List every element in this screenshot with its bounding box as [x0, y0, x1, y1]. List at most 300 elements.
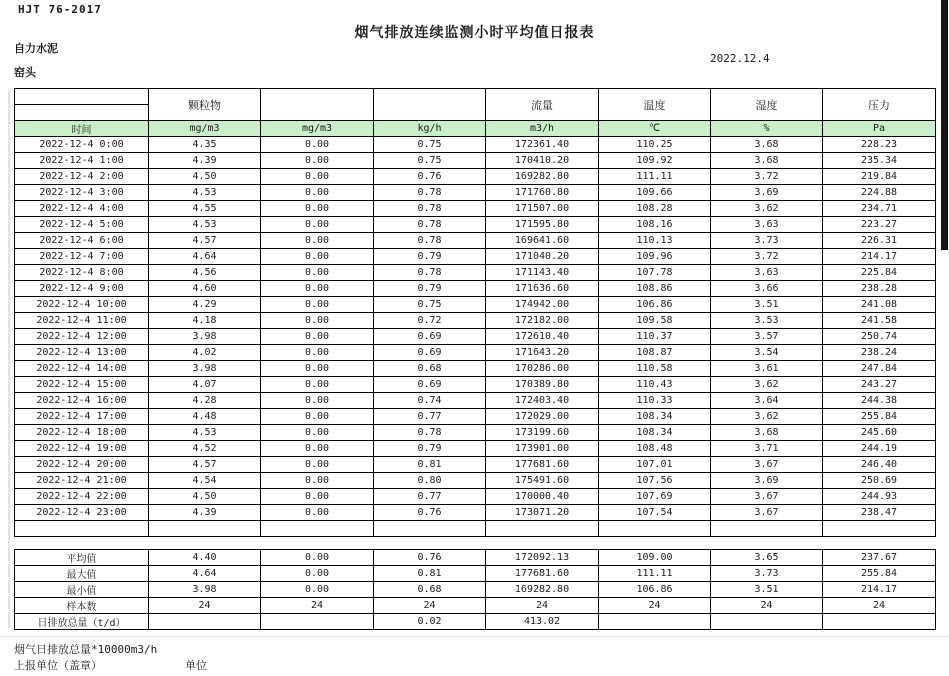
value-cell: 4.48 [149, 409, 261, 425]
time-cell: 2022-12-4 9:00 [15, 281, 149, 297]
value-cell: 0.00 [261, 281, 374, 297]
value-cell: 4.55 [149, 201, 261, 217]
value-cell: 3.63 [711, 217, 823, 233]
value-cell: 3.69 [711, 473, 823, 489]
value-cell: 3.98 [149, 329, 261, 345]
value-cell: 0.00 [261, 425, 374, 441]
value-cell: 238.28 [823, 281, 936, 297]
value-cell: 3.66 [711, 281, 823, 297]
summary-row [15, 550, 936, 566]
value-cell: 4.50 [149, 489, 261, 505]
value-cell: 0.78 [374, 201, 486, 217]
value-cell: 0.69 [374, 329, 486, 345]
value-cell: 0.76 [374, 550, 486, 566]
table-row [15, 249, 936, 265]
report-unit-label: 上报单位（盖章） [14, 659, 102, 672]
time-cell: 2022-12-4 12:00 [15, 329, 149, 345]
table-row [15, 505, 936, 521]
monitoring-table [14, 88, 936, 537]
value-cell: 0.00 [261, 566, 374, 582]
value-cell: 108.34 [599, 409, 711, 425]
value-cell: 170286.00 [486, 361, 599, 377]
value-cell: 106.86 [599, 582, 711, 598]
value-cell: 223.27 [823, 217, 936, 233]
value-cell: 177681.60 [486, 457, 599, 473]
value-cell: 3.62 [711, 201, 823, 217]
value-cell: 111.11 [599, 566, 711, 582]
value-cell [149, 521, 261, 537]
value-cell: 245.60 [823, 425, 936, 441]
table-row [15, 457, 936, 473]
value-cell: 4.56 [149, 265, 261, 281]
value-cell: 246.40 [823, 457, 936, 473]
value-cell: 171143.40 [486, 265, 599, 281]
table-row [15, 217, 936, 233]
value-cell: 0.00 [261, 201, 374, 217]
value-cell: 0.69 [374, 377, 486, 393]
value-cell [261, 614, 374, 630]
summary-row [15, 582, 936, 598]
value-cell: 173901.00 [486, 441, 599, 457]
value-cell: 0.00 [261, 297, 374, 313]
company-name: 自力水泥 [14, 42, 58, 55]
report-date: 2022.12.4 [710, 52, 770, 65]
time-cell: 2022-12-4 7:00 [15, 249, 149, 265]
value-cell: 3.57 [711, 329, 823, 345]
table-row [15, 489, 936, 505]
value-cell: 170410.20 [486, 153, 599, 169]
corner-cell-top [15, 89, 149, 105]
value-cell: 0.00 [261, 409, 374, 425]
unit-mgm3-1: mg/m3 [149, 121, 261, 137]
value-cell: 0.00 [261, 582, 374, 598]
bottom-edge-shadow [0, 636, 949, 637]
value-cell: 3.68 [711, 425, 823, 441]
unit-kgh: kg/h [374, 121, 486, 137]
unit-m3h: m3/h [486, 121, 599, 137]
daily-total-note: 烟气日排放总量*10000m3/h [14, 643, 158, 656]
value-cell: 226.31 [823, 233, 936, 249]
value-cell: 24 [149, 598, 261, 614]
value-cell: 4.50 [149, 169, 261, 185]
time-cell: 2022-12-4 8:00 [15, 265, 149, 281]
value-cell: 4.64 [149, 249, 261, 265]
value-cell: 4.57 [149, 457, 261, 473]
summary-row [15, 614, 936, 630]
value-cell: 107.56 [599, 473, 711, 489]
value-cell: 4.39 [149, 153, 261, 169]
summary-label-cell: 日排放总量（t/d） [15, 614, 149, 630]
value-cell: 4.40 [149, 550, 261, 566]
time-header: 时间 [15, 121, 149, 137]
value-cell: 3.51 [711, 582, 823, 598]
value-cell: 169282.80 [486, 169, 599, 185]
value-cell: 108.87 [599, 345, 711, 361]
time-cell: 2022-12-4 20:00 [15, 457, 149, 473]
value-cell: 3.67 [711, 489, 823, 505]
table-row [15, 297, 936, 313]
value-cell: 238.47 [823, 505, 936, 521]
value-cell: 0.76 [374, 169, 486, 185]
value-cell: 0.79 [374, 281, 486, 297]
value-cell: 109.58 [599, 313, 711, 329]
table-row [15, 265, 936, 281]
value-cell: 0.00 [261, 441, 374, 457]
value-cell: 3.65 [711, 550, 823, 566]
value-cell [486, 521, 599, 537]
value-cell: 0.68 [374, 582, 486, 598]
summary-label-cell: 最大值 [15, 566, 149, 582]
table-row [15, 233, 936, 249]
value-cell: 4.39 [149, 505, 261, 521]
summary-rows [15, 550, 936, 630]
value-cell: 109.96 [599, 249, 711, 265]
value-cell: 244.19 [823, 441, 936, 457]
value-cell: 0.76 [374, 505, 486, 521]
value-cell: 241.08 [823, 297, 936, 313]
value-cell: 3.71 [711, 441, 823, 457]
unit-label: 单位 [185, 659, 207, 672]
value-cell: 111.11 [599, 169, 711, 185]
value-cell: 225.84 [823, 265, 936, 281]
time-cell: 2022-12-4 10:00 [15, 297, 149, 313]
value-cell: 108.34 [599, 425, 711, 441]
table-row [15, 473, 936, 489]
value-cell: 241.58 [823, 313, 936, 329]
value-cell: 0.75 [374, 137, 486, 153]
value-cell: 0.78 [374, 217, 486, 233]
value-cell: 177681.60 [486, 566, 599, 582]
value-cell: 237.67 [823, 550, 936, 566]
table-row [15, 313, 936, 329]
station-name: 窑头 [14, 66, 36, 79]
value-cell: 0.00 [261, 233, 374, 249]
value-cell: 110.37 [599, 329, 711, 345]
value-cell: 172029.00 [486, 409, 599, 425]
value-cell: 0.00 [261, 153, 374, 169]
value-cell: 3.67 [711, 457, 823, 473]
data-rows [15, 137, 936, 537]
value-cell: 3.61 [711, 361, 823, 377]
summary-row [15, 598, 936, 614]
table-row [15, 441, 936, 457]
value-cell: 214.17 [823, 582, 936, 598]
value-cell: 3.68 [711, 137, 823, 153]
time-cell: 2022-12-4 18:00 [15, 425, 149, 441]
table-row [15, 425, 936, 441]
table-row [15, 169, 936, 185]
summary-table [14, 549, 936, 630]
value-cell [374, 521, 486, 537]
left-edge-shadow [8, 90, 10, 628]
page-title: 烟气排放连续监测小时平均值日报表 [354, 25, 595, 41]
value-cell: 172182.00 [486, 313, 599, 329]
time-cell: 2022-12-4 4:00 [15, 201, 149, 217]
value-cell: 0.00 [261, 137, 374, 153]
value-cell: 109.66 [599, 185, 711, 201]
value-cell: 0.74 [374, 393, 486, 409]
value-cell: 0.78 [374, 425, 486, 441]
summary-label-cell: 样本数 [15, 598, 149, 614]
table-row [15, 153, 936, 169]
value-cell: 0.00 [261, 185, 374, 201]
value-cell: 107.01 [599, 457, 711, 473]
value-cell: 3.69 [711, 185, 823, 201]
value-cell [599, 614, 711, 630]
value-cell: 3.64 [711, 393, 823, 409]
value-cell [261, 521, 374, 537]
value-cell: 4.53 [149, 217, 261, 233]
value-cell: 4.53 [149, 185, 261, 201]
table-row [15, 201, 936, 217]
value-cell: 4.52 [149, 441, 261, 457]
time-cell: 2022-12-4 19:00 [15, 441, 149, 457]
table-row [15, 137, 936, 153]
value-cell: 0.00 [261, 457, 374, 473]
value-cell: 250.69 [823, 473, 936, 489]
value-cell: 255.84 [823, 566, 936, 582]
value-cell: 3.63 [711, 265, 823, 281]
value-cell [711, 521, 823, 537]
summary-row [15, 566, 936, 582]
value-cell: 4.02 [149, 345, 261, 361]
value-cell: 172361.40 [486, 137, 599, 153]
value-cell: 0.00 [261, 249, 374, 265]
value-cell: 235.34 [823, 153, 936, 169]
value-cell: 0.00 [261, 489, 374, 505]
value-cell: 243.27 [823, 377, 936, 393]
value-cell: 238.24 [823, 345, 936, 361]
value-cell: 3.68 [711, 153, 823, 169]
time-cell: 2022-12-4 5:00 [15, 217, 149, 233]
time-cell: 2022-12-4 15:00 [15, 377, 149, 393]
table-row [15, 361, 936, 377]
value-cell: 250.74 [823, 329, 936, 345]
value-cell: 109.00 [599, 550, 711, 566]
value-cell: 0.75 [374, 153, 486, 169]
value-cell: 228.23 [823, 137, 936, 153]
value-cell: 171643.20 [486, 345, 599, 361]
table-row [15, 377, 936, 393]
time-cell: 2022-12-4 16:00 [15, 393, 149, 409]
value-cell [823, 521, 936, 537]
value-cell [599, 521, 711, 537]
value-cell: 0.81 [374, 457, 486, 473]
value-cell: 0.00 [261, 473, 374, 489]
value-cell [823, 614, 936, 630]
value-cell: 0.78 [374, 265, 486, 281]
summary-label-cell: 最小值 [15, 582, 149, 598]
unit-header-row [15, 121, 936, 137]
empty-row [15, 521, 936, 537]
value-cell: 0.68 [374, 361, 486, 377]
value-cell: 4.57 [149, 233, 261, 249]
time-cell: 2022-12-4 23:00 [15, 505, 149, 521]
value-cell: 24 [823, 598, 936, 614]
value-cell: 169641.60 [486, 233, 599, 249]
time-cell: 2022-12-4 0:00 [15, 137, 149, 153]
value-cell: 24 [486, 598, 599, 614]
value-cell: 3.51 [711, 297, 823, 313]
value-cell: 175491.60 [486, 473, 599, 489]
value-cell: 0.78 [374, 185, 486, 201]
value-cell: 24 [599, 598, 711, 614]
value-cell: 24 [711, 598, 823, 614]
value-cell: 244.38 [823, 393, 936, 409]
value-cell: 3.62 [711, 377, 823, 393]
table-row [15, 185, 936, 201]
value-cell: 0.02 [374, 614, 486, 630]
value-cell: 224.88 [823, 185, 936, 201]
unit-celsius: ℃ [599, 121, 711, 137]
value-cell: 110.25 [599, 137, 711, 153]
value-cell: 0.00 [261, 265, 374, 281]
value-cell: 4.53 [149, 425, 261, 441]
value-cell: 0.00 [261, 550, 374, 566]
value-cell [711, 614, 823, 630]
value-cell: 171760.80 [486, 185, 599, 201]
value-cell: 0.00 [261, 505, 374, 521]
value-cell: 108.16 [599, 217, 711, 233]
time-cell: 2022-12-4 11:00 [15, 313, 149, 329]
value-cell: 4.64 [149, 566, 261, 582]
table-row [15, 409, 936, 425]
value-cell: 107.78 [599, 265, 711, 281]
value-cell: 0.00 [261, 313, 374, 329]
value-cell: 110.33 [599, 393, 711, 409]
value-cell: 171040.20 [486, 249, 599, 265]
value-cell: 0.00 [261, 377, 374, 393]
value-cell: 171507.00 [486, 201, 599, 217]
value-cell: 172403.40 [486, 393, 599, 409]
value-cell: 4.28 [149, 393, 261, 409]
group-header-row [15, 89, 936, 105]
value-cell: 0.00 [261, 217, 374, 233]
col-group-blank-2 [374, 89, 486, 121]
col-group-flow: 流量 [486, 89, 599, 121]
value-cell: 0.79 [374, 441, 486, 457]
value-cell: 0.00 [261, 393, 374, 409]
time-cell: 2022-12-4 13:00 [15, 345, 149, 361]
value-cell: 171636.60 [486, 281, 599, 297]
value-cell: 0.00 [261, 345, 374, 361]
value-cell: 3.73 [711, 566, 823, 582]
unit-percent: % [711, 121, 823, 137]
value-cell: 4.54 [149, 473, 261, 489]
summary-label-cell: 平均值 [15, 550, 149, 566]
value-cell: 3.72 [711, 169, 823, 185]
table-row [15, 393, 936, 409]
value-cell [149, 614, 261, 630]
value-cell: 172610.40 [486, 329, 599, 345]
time-cell [15, 521, 149, 537]
value-cell: 170000.40 [486, 489, 599, 505]
value-cell: 0.78 [374, 233, 486, 249]
value-cell: 244.93 [823, 489, 936, 505]
unit-mgm3-2: mg/m3 [261, 121, 374, 137]
value-cell: 3.54 [711, 345, 823, 361]
value-cell: 3.62 [711, 409, 823, 425]
value-cell: 0.81 [374, 566, 486, 582]
value-cell: 413.02 [486, 614, 599, 630]
value-cell: 0.75 [374, 297, 486, 313]
col-group-blank-1 [261, 89, 374, 121]
time-cell: 2022-12-4 21:00 [15, 473, 149, 489]
value-cell: 4.29 [149, 297, 261, 313]
value-cell: 0.79 [374, 249, 486, 265]
time-cell: 2022-12-4 6:00 [15, 233, 149, 249]
time-cell: 2022-12-4 22:00 [15, 489, 149, 505]
value-cell: 171595.80 [486, 217, 599, 233]
value-cell: 110.58 [599, 361, 711, 377]
time-cell: 2022-12-4 1:00 [15, 153, 149, 169]
value-cell: 24 [374, 598, 486, 614]
value-cell: 4.18 [149, 313, 261, 329]
value-cell: 3.72 [711, 249, 823, 265]
unit-pa: Pa [823, 121, 936, 137]
table-row [15, 345, 936, 361]
value-cell: 219.84 [823, 169, 936, 185]
value-cell: 4.35 [149, 137, 261, 153]
value-cell: 0.77 [374, 489, 486, 505]
value-cell: 106.86 [599, 297, 711, 313]
time-cell: 2022-12-4 2:00 [15, 169, 149, 185]
value-cell: 247.84 [823, 361, 936, 377]
value-cell: 0.80 [374, 473, 486, 489]
value-cell: 172092.13 [486, 550, 599, 566]
value-cell: 173199.60 [486, 425, 599, 441]
value-cell: 3.53 [711, 313, 823, 329]
time-cell: 2022-12-4 14:00 [15, 361, 149, 377]
value-cell: 3.67 [711, 505, 823, 521]
value-cell: 108.86 [599, 281, 711, 297]
value-cell: 169282.80 [486, 582, 599, 598]
value-cell: 4.07 [149, 377, 261, 393]
table-row [15, 329, 936, 345]
value-cell: 174942.00 [486, 297, 599, 313]
value-cell: 107.69 [599, 489, 711, 505]
value-cell: 3.98 [149, 582, 261, 598]
value-cell: 110.13 [599, 233, 711, 249]
col-group-pressure: 压力 [823, 89, 936, 121]
value-cell: 108.48 [599, 441, 711, 457]
value-cell: 109.92 [599, 153, 711, 169]
value-cell: 0.72 [374, 313, 486, 329]
value-cell: 173071.20 [486, 505, 599, 521]
col-group-temperature: 温度 [599, 89, 711, 121]
col-group-humidity: 湿度 [711, 89, 823, 121]
value-cell: 0.69 [374, 345, 486, 361]
value-cell: 110.43 [599, 377, 711, 393]
value-cell: 3.98 [149, 361, 261, 377]
doc-code: HJT 76-2017 [18, 3, 102, 16]
value-cell: 24 [261, 598, 374, 614]
value-cell: 214.17 [823, 249, 936, 265]
table-row [15, 281, 936, 297]
value-cell: 255.84 [823, 409, 936, 425]
value-cell: 0.00 [261, 361, 374, 377]
value-cell: 0.77 [374, 409, 486, 425]
value-cell: 0.00 [261, 329, 374, 345]
value-cell: 3.73 [711, 233, 823, 249]
value-cell: 107.54 [599, 505, 711, 521]
corner-cell-bottom [15, 105, 149, 121]
value-cell: 4.60 [149, 281, 261, 297]
time-cell: 2022-12-4 3:00 [15, 185, 149, 201]
time-cell: 2022-12-4 17:00 [15, 409, 149, 425]
value-cell: 170389.80 [486, 377, 599, 393]
col-group-particulate: 颗粒物 [149, 89, 261, 121]
